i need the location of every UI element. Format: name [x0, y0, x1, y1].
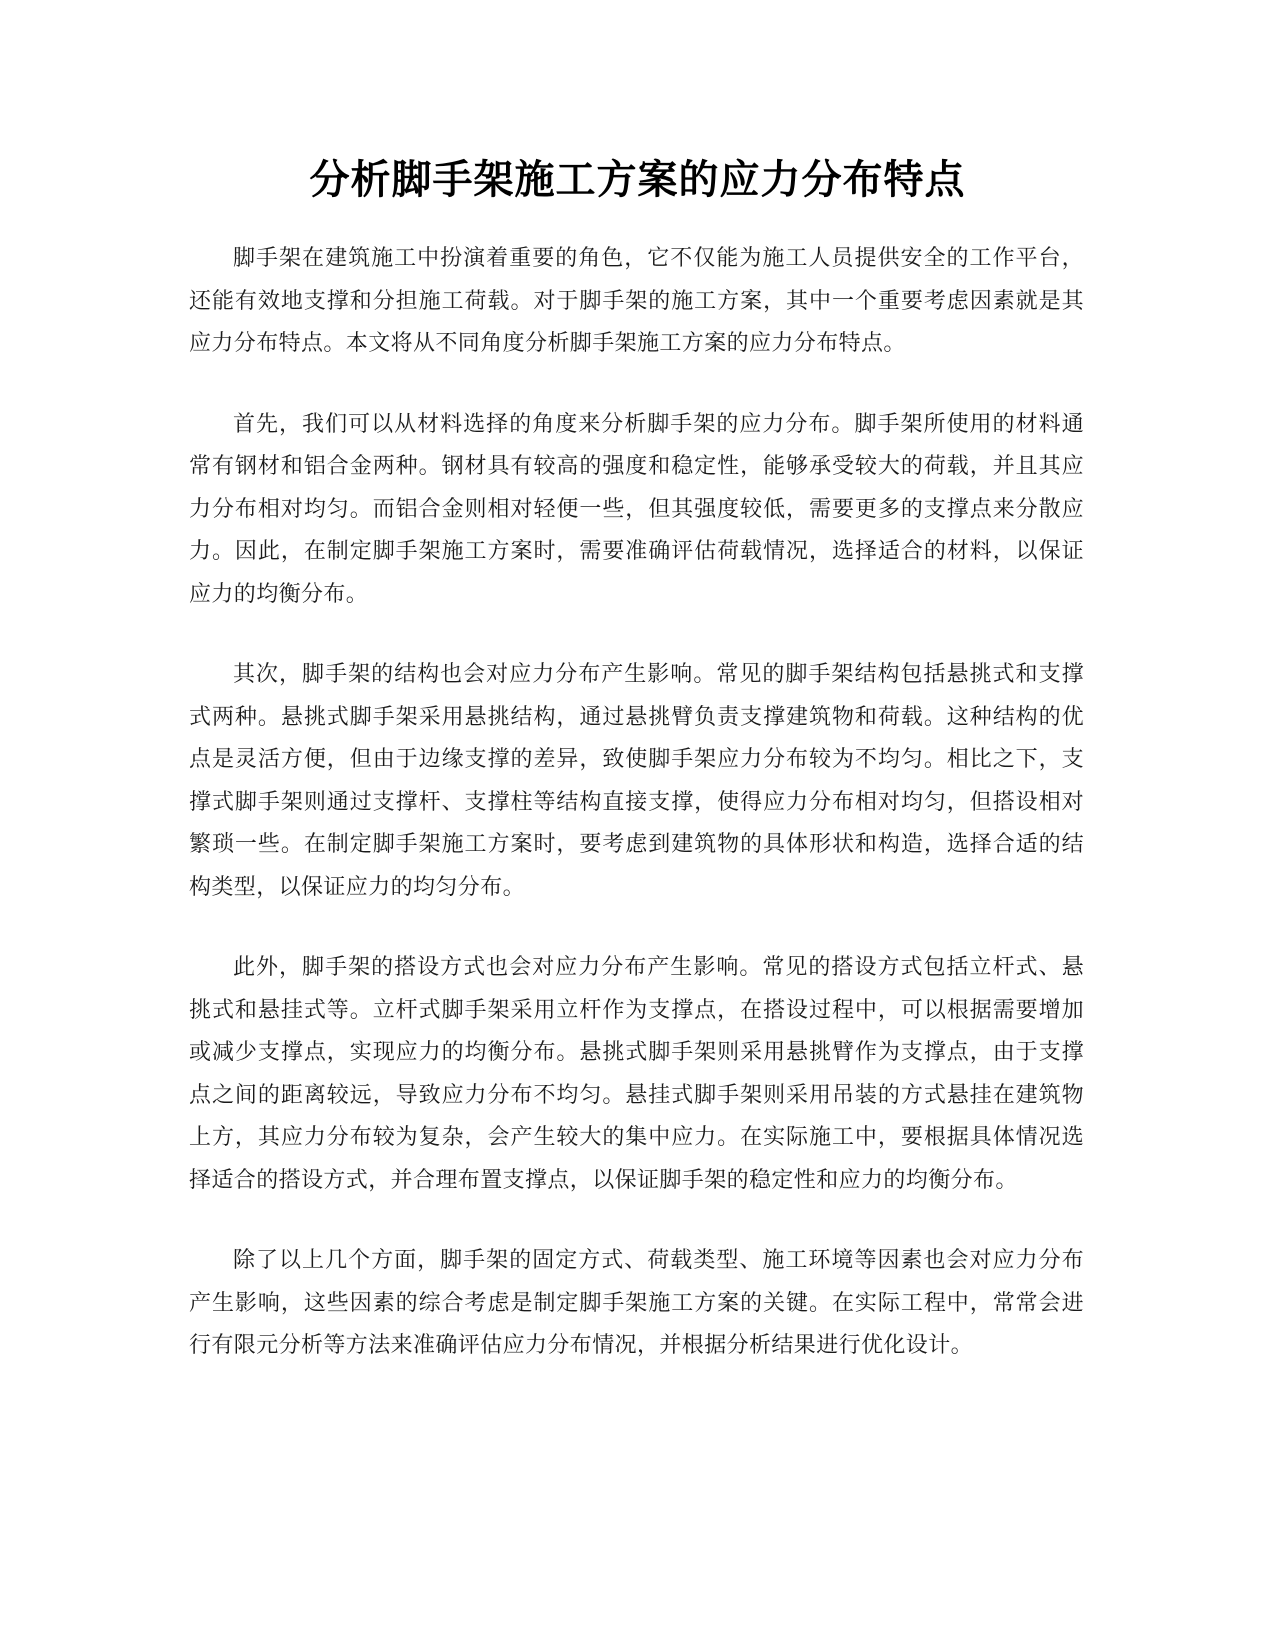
- paragraph-structure: 其次，脚手架的结构也会对应力分布产生影响。常见的脚手架结构包括悬挑式和支撑式两种。悬挑式脚手架采用悬挑结构，通过悬挑臂负责支撑建筑物和荷载。这种结构的优点是灵活方便，但由于边缘支撑的差异，致使脚手架应力分布较为不均匀。相比之下，支撑式脚手架则通过支撑杆、支撑柱等结构直接支撑，使得应力分布相对均匀，但搭设相对繁琐一些。在制定脚手架施工方案时，要考虑到建筑物的具体形状和构造，选择合适的结构类型，以保证应力的均匀分布。: [189, 662, 1084, 900]
- paragraph-intro: 脚手架在建筑施工中扮演着重要的角色，它不仅能为施工人员提供安全的工作平台，还能有效地支撑和分担施工荷载。对于脚手架的施工方案，其中一个重要考虑因素就是其应力分布特点。本文将从不同角度分析脚手架施工方案的应力分布特点。: [189, 246, 1084, 356]
- page-title: 分析脚手架施工方案的应力分布特点: [309, 157, 966, 203]
- paragraph-erection-method: 此外，脚手架的搭设方式也会对应力分布产生影响。常见的搭设方式包括立杆式、悬挑式和悬挂式等。立杆式脚手架采用立杆作为支撑点，在搭设过程中，可以根据需要增加或减少支撑点，实现应力的均衡分布。悬挑式脚手架则采用悬挑臂作为支撑点，由于支撑点之间的距离较远，导致应力分布不均匀。悬挂式脚手架则采用吊装的方式悬挂在建筑物上方，其应力分布较为复杂，会产生较大的集中应力。在实际施工中，要根据具体情况选择适合的搭设方式，并合理布置支撑点，以保证脚手架的稳定性和应力的均衡分布。: [189, 955, 1084, 1193]
- document-body: [189, 238, 1084, 1406]
- paragraph-materials: 首先，我们可以从材料选择的角度来分析脚手架的应力分布。脚手架所使用的材料通常有钢材和铝合金两种。钢材具有较高的强度和稳定性，能够承受较大的荷载，并且其应力分布相对均匀。而铝合金则相对轻便一些，但其强度较低，需要更多的支撑点来分散应力。因此，在制定脚手架施工方案时，需要准确评估荷载情况，选择适合的材料，以保证应力的均衡分布。: [189, 411, 1084, 607]
- paragraph-conclusion: 除了以上几个方面，脚手架的固定方式、荷载类型、施工环境等因素也会对应力分布产生影响，这些因素的综合考虑是制定脚手架施工方案的关键。在实际工程中，常常会进行有限元分析等方法来准确评估应力分布情况，并根据分析结果进行优化设计。: [189, 1248, 1084, 1358]
